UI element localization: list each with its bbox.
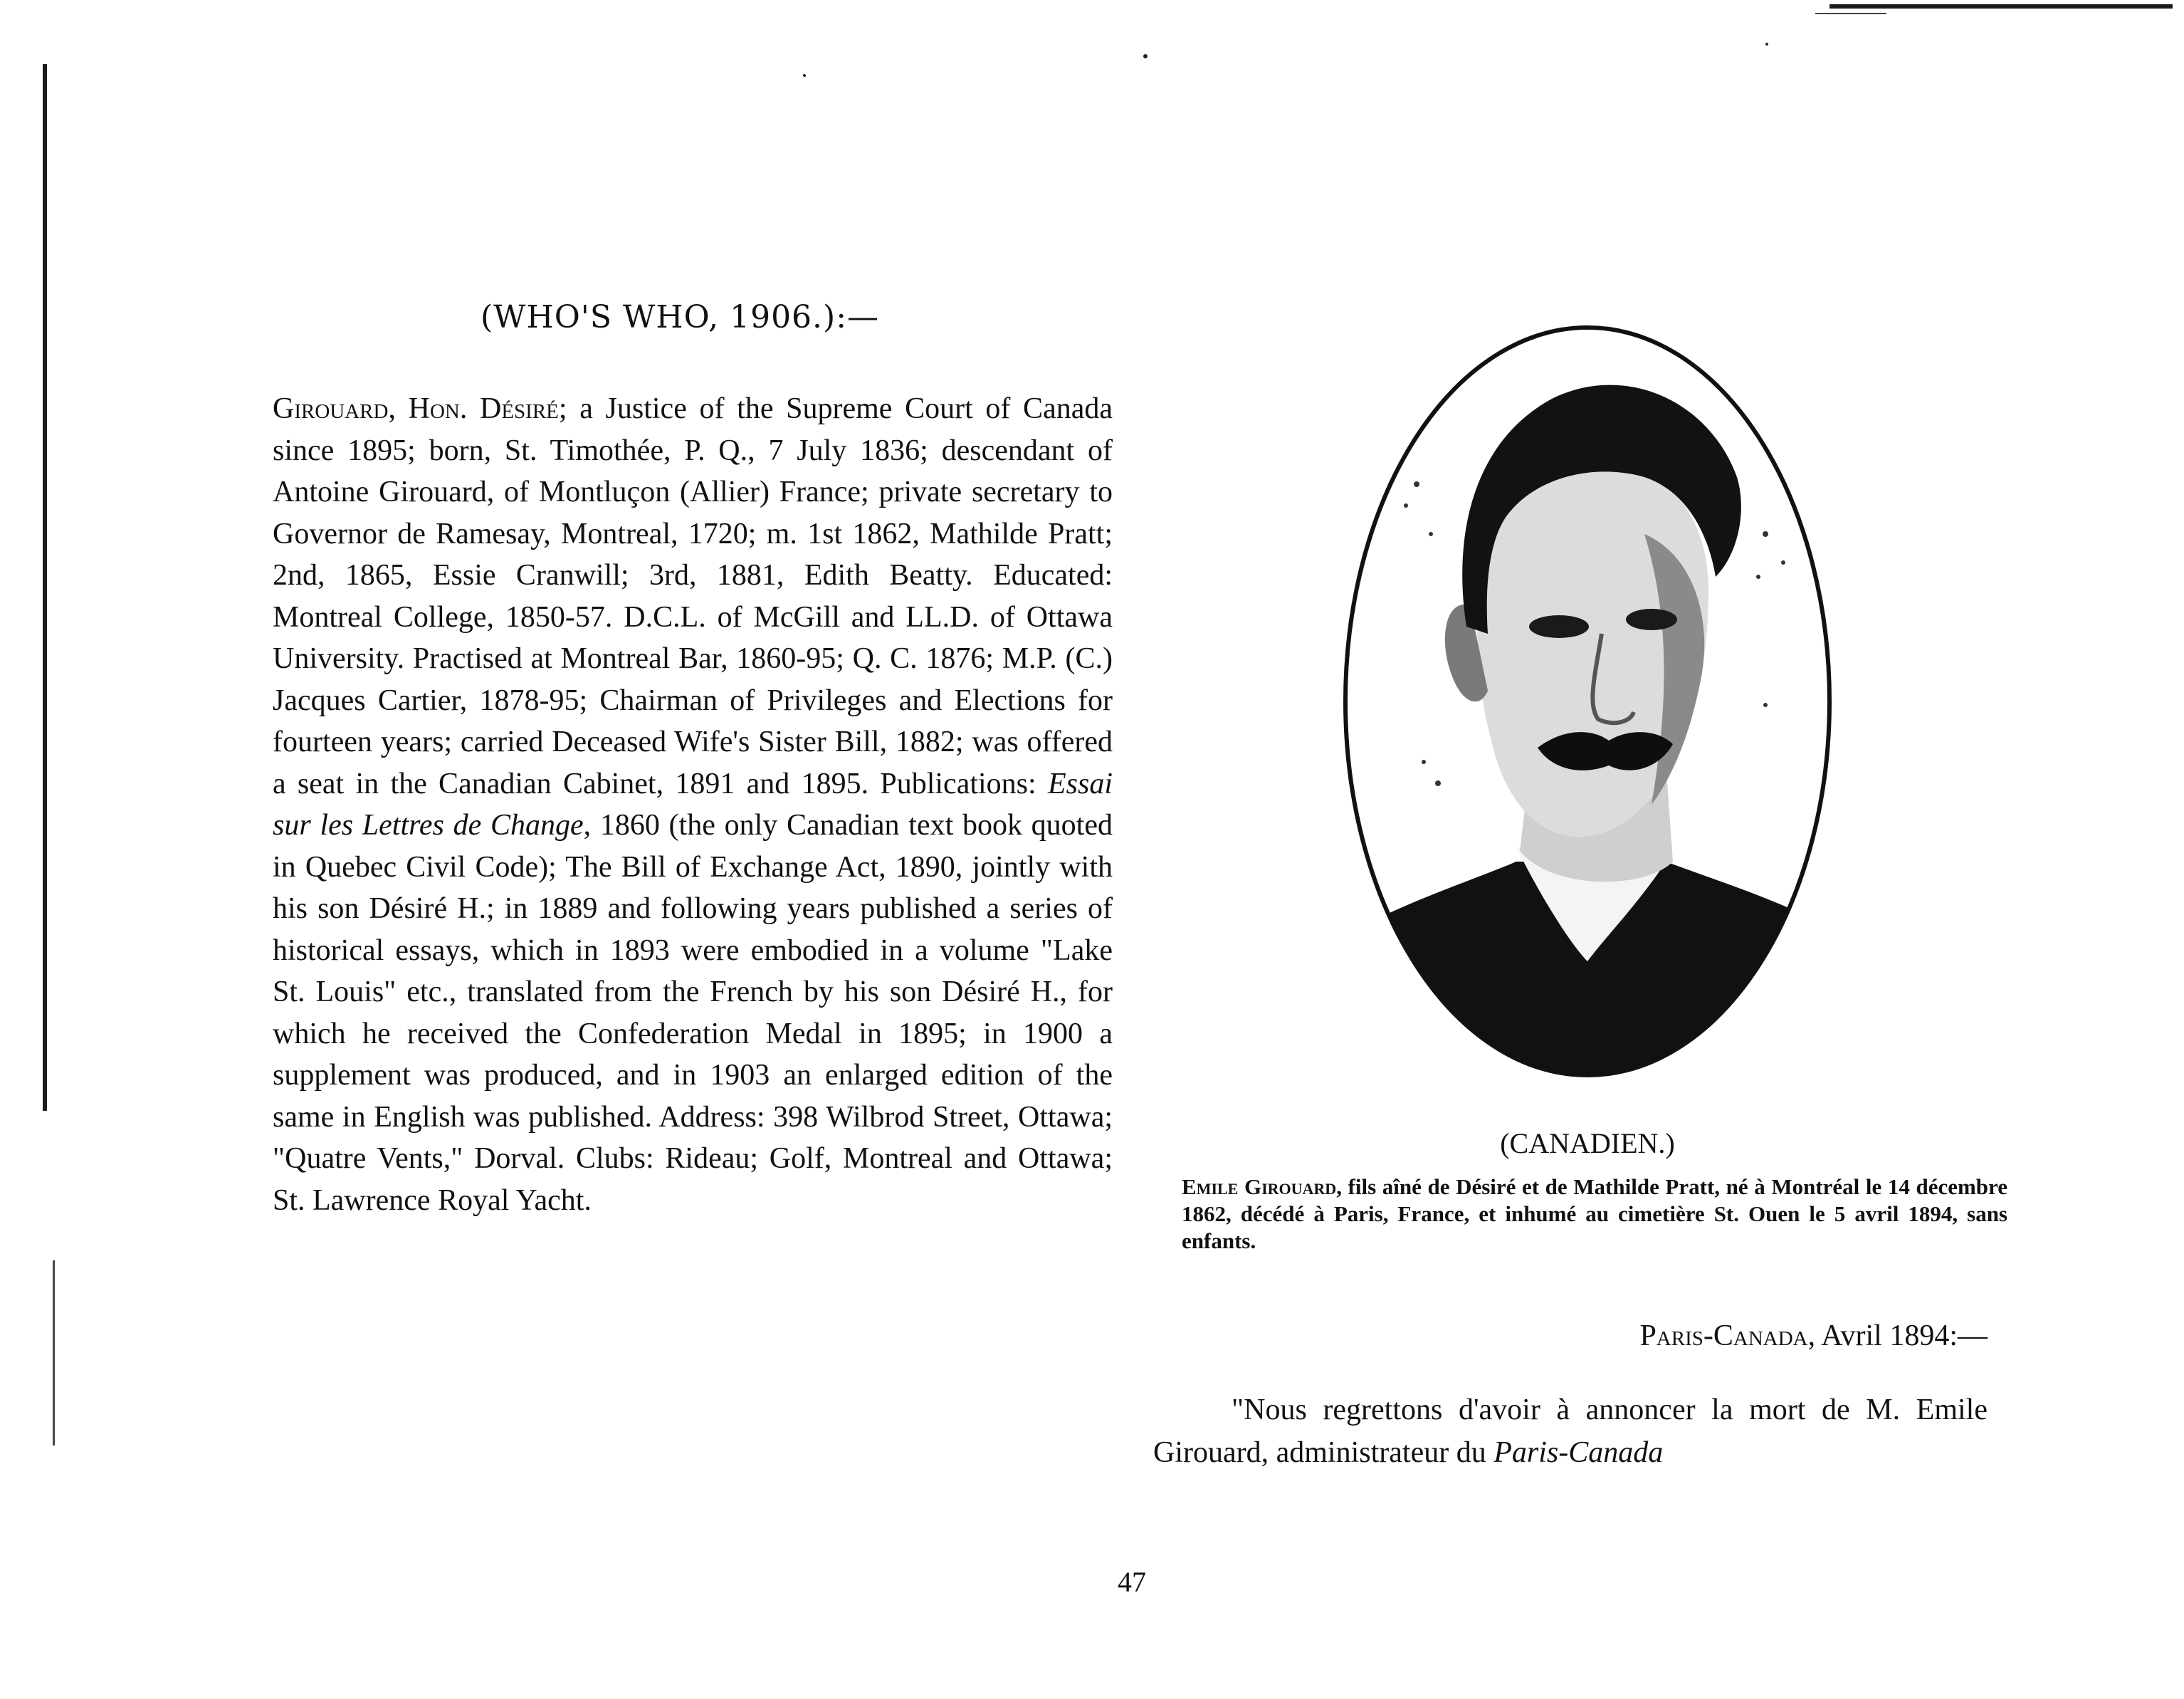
- portrait-eye-left: [1529, 615, 1589, 638]
- biography-text-a: ; a Justice of the Supreme Court of Canada since 1895; born, St. Timothée, P. Q., 7 July 1836; descendant of Antoine Girouard, of Montluçon (Allier) France; private secretary to Governor de Ramesay, Montreal, 1720; m. 1st 1862, Mathilde Pratt; 2nd, 1865, Essie Cranwill; 3rd, 1881, Edith Beatty. Educated: Montreal College, 1850-57. D.C.L. of McGill and LL.D. of Ottawa University. Practised at Montreal Bar, 1860-95; Q. C. 1876; M.P. (C.) Jacques Cartier, 1878-95; Chairman of Privileges and Elections for fourteen years; carried Deceased Wife's Sister Bill, 1882; was offered a seat in the Canadian Cabinet, 1891 and 1895. Publications:: [273, 392, 1113, 800]
- scan-top-rule-thin: [1815, 13, 1886, 14]
- portrait-eye-right: [1626, 609, 1677, 630]
- paris-canada-italic: Paris-Canada: [1493, 1436, 1664, 1469]
- biography-text-b: , 1860 (the only Canadian text book quoted in Quebec Civil Code); The Bill of Exchange Act, 1890, jointly with his son Désiré H.; in 1889 and following years published a series of historical essays, which in 1893 were embodied in a volume "Lake St. Louis" etc., translated from the French by his son Désiré H., for which he received the Confederation Medal in 1895; in 1900 a supplement was produced, and in 1903 an enlarged edition of the same in English was published. Address: 398 Wilbrod Street, Ottawa; "Quatre Vents," Dorval. Clubs: Rideau; Golf, Montreal and Ottawa; St. Lawrence Royal Yacht.: [273, 809, 1113, 1217]
- paris-canada-source: Paris-Canada: [1639, 1319, 1808, 1352]
- page-number: 47: [1118, 1566, 1146, 1598]
- book-title: Essai sur les Lettres de Change: [273, 767, 1113, 842]
- paris-canada-heading: [1167, 1319, 1988, 1353]
- scan-speck: [803, 74, 806, 77]
- canadien-text: , fils aîné de Désiré et de Mathilde Pratt, né à Montréal le 14 décembre 1862, décédé à Paris, France, et inhumé au cimetière St. Ouen le 5 avril 1894, sans enfants.: [1182, 1174, 2007, 1253]
- binding-edge: [43, 64, 47, 1111]
- binding-edge-lower: [53, 1260, 55, 1446]
- canadien-paragraph: [1182, 1173, 2007, 1255]
- canadien-name: Emile Girouard: [1182, 1174, 1337, 1199]
- scan-speck: [1143, 54, 1148, 58]
- portrait-photo: [1338, 320, 1837, 1082]
- canadien-heading: (CANADIEN.): [1500, 1127, 1675, 1159]
- scan-speck: [1765, 43, 1768, 46]
- scan-top-rule: [1829, 4, 2173, 9]
- paris-canada-paragraph: [1153, 1389, 1988, 1474]
- paris-canada-date: , Avril 1894:—: [1807, 1319, 1988, 1352]
- biography-paragraph: [273, 388, 1113, 1221]
- who-is-who-heading: (WHO'S WHO, 1906.):—: [480, 299, 880, 335]
- biography-name: Girouard, Hon. Désiré: [273, 392, 559, 425]
- paris-canada-text: "Nous regrettons d'avoir à annoncer la mort de M. Emile Girouard, administrateur du: [1153, 1394, 1988, 1469]
